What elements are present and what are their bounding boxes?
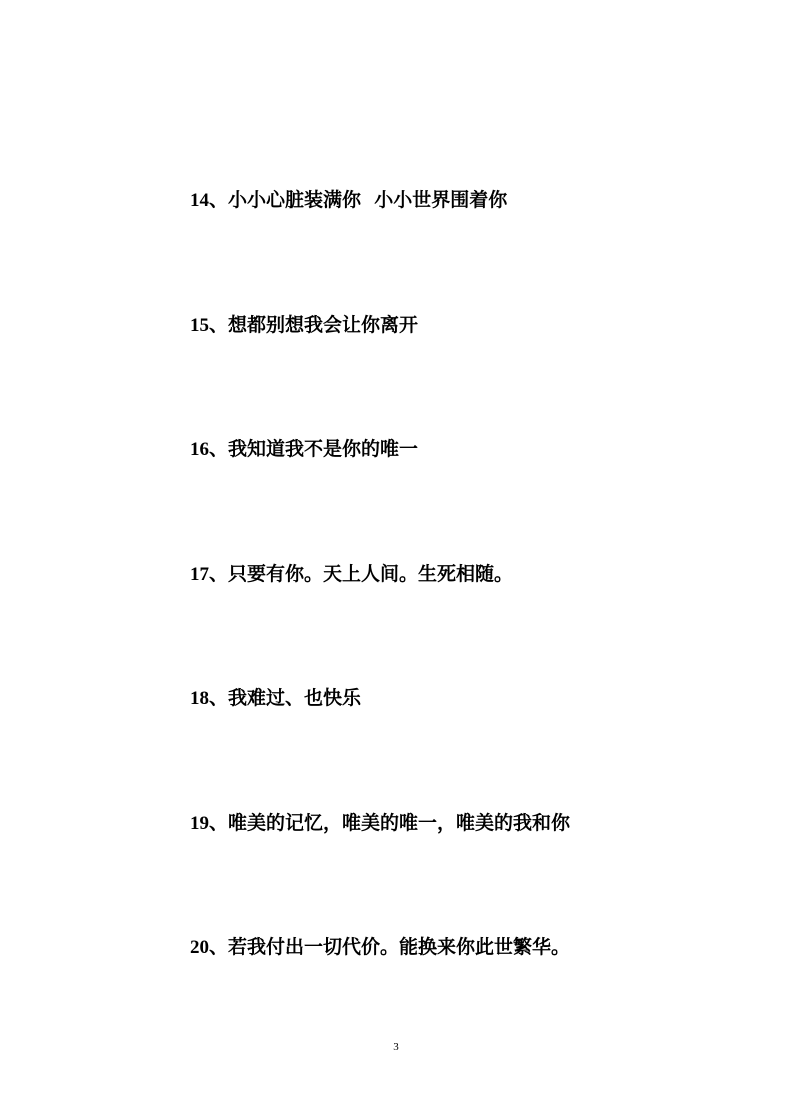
item-separator: 、 <box>209 189 229 211</box>
item-number: 18 <box>190 688 209 709</box>
item-text: 唯美的记忆，唯美的唯一，唯美的我和你 <box>228 812 571 834</box>
item-number: 14 <box>190 190 209 211</box>
list-item <box>190 686 361 711</box>
item-separator: 、 <box>209 687 229 709</box>
list-item <box>190 437 418 462</box>
list-item <box>190 188 507 213</box>
item-number: 16 <box>190 439 209 460</box>
item-text: 小小心脏装满你 小小世界围着你 <box>228 189 508 211</box>
item-separator: 、 <box>209 812 229 834</box>
item-separator: 、 <box>209 563 229 585</box>
list-item <box>190 313 418 338</box>
item-number: 19 <box>190 813 209 834</box>
list-item <box>190 811 570 836</box>
item-text: 想都别想我会让你离开 <box>228 314 419 336</box>
item-separator: 、 <box>209 936 229 958</box>
list-item <box>190 562 513 587</box>
item-text: 我难过、也快乐 <box>228 687 362 709</box>
item-number: 15 <box>190 315 209 336</box>
item-number: 17 <box>190 564 209 585</box>
item-text: 只要有你。天上人间。生死相随。 <box>228 563 514 585</box>
item-separator: 、 <box>209 438 229 460</box>
list-item <box>190 935 570 960</box>
item-separator: 、 <box>209 314 229 336</box>
item-text: 若我付出一切代价。能换来你此世繁华。 <box>228 936 571 958</box>
item-text: 我知道我不是你的唯一 <box>228 438 419 460</box>
item-number: 20 <box>190 937 209 958</box>
page-number: 3 <box>393 1041 399 1053</box>
